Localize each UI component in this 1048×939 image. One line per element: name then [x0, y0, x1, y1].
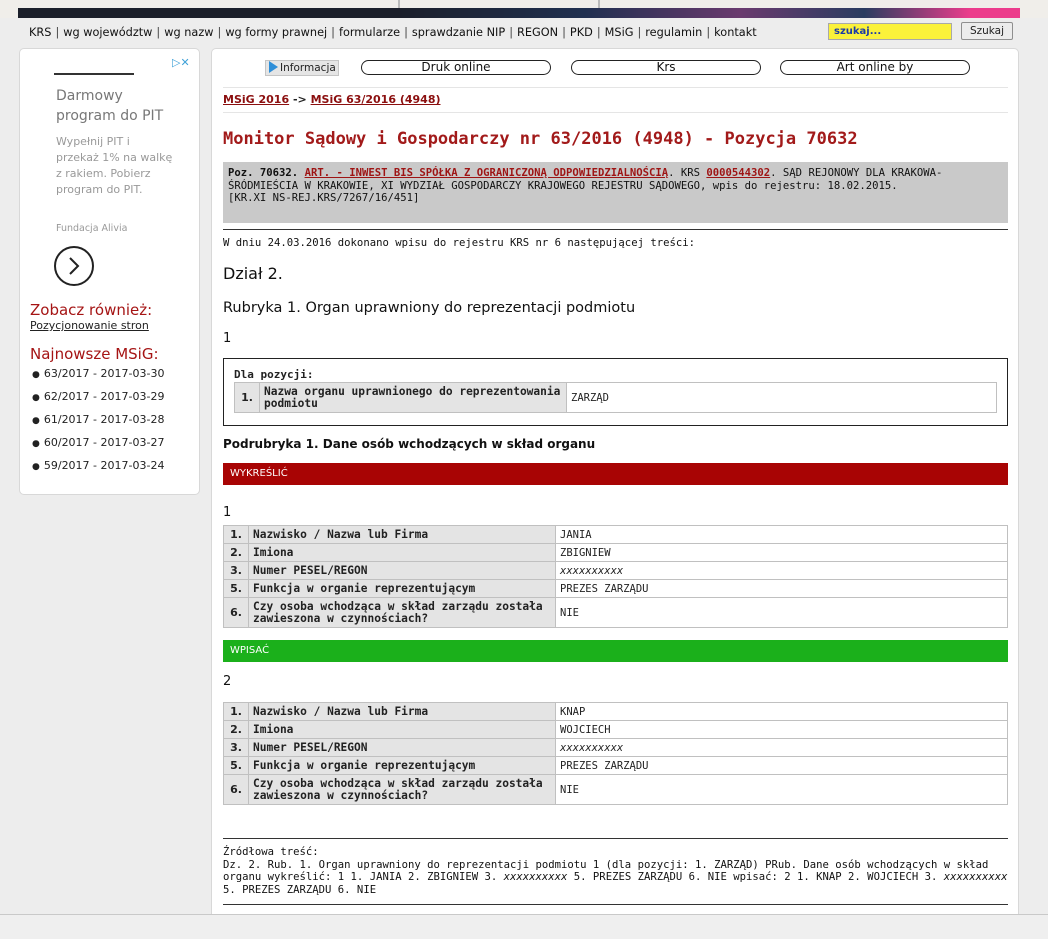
row-number: 2.: [224, 544, 249, 562]
latest-item[interactable]: [32, 459, 164, 482]
latest-item-label[interactable]: 59/2017 - 2017-03-24: [43, 459, 165, 472]
nav-link-sprawdzanie-nip[interactable]: sprawdzanie NIP: [411, 26, 506, 39]
nav-separator: |: [55, 26, 60, 39]
latest-item[interactable]: [32, 367, 164, 390]
divider: [223, 838, 1008, 839]
row-value: NIE: [556, 598, 1008, 628]
row-value: xxxxxxxxxx: [556, 562, 1008, 580]
wykreslic-bar: WYKREŚLIĆ: [223, 463, 1008, 485]
search-button[interactable]: Szukaj: [961, 22, 1013, 40]
wpisac-table: [223, 702, 1008, 805]
intro-text: W dniu 24.03.2016 dokonano wpisu do rejestru KRS nr 6 następującej treści:: [223, 237, 695, 249]
table-row: [224, 598, 1008, 628]
nav-link-regon[interactable]: REGON: [517, 26, 559, 39]
nav-separator: |: [331, 26, 335, 39]
source-part: Dz. 2. Rub. 1. Organ uprawniony do reprezentacji podmiotu 1 (dla pozycji: 1. ZARZĄD) PRub. Dane osób wchodzących w skład organu wykreślić: 1 1. JANIA 2. ZBIGNIEW 3.: [223, 858, 989, 883]
row-key: Nazwisko / Nazwa lub Firma: [249, 526, 556, 544]
row-key: Nazwisko / Nazwa lub Firma: [249, 703, 556, 721]
nav-separator: |: [562, 26, 566, 39]
row-key: Numer PESEL/REGON: [249, 562, 556, 580]
krs-label: . KRS: [668, 167, 707, 179]
table-row: [224, 526, 1008, 544]
row-key: Numer PESEL/REGON: [249, 739, 556, 757]
see-also-link[interactable]: Pozycjonowanie stron: [30, 319, 149, 332]
latest-item[interactable]: [32, 436, 164, 459]
nav-link-pkd[interactable]: PKD: [569, 26, 593, 39]
source-part: 5. PREZES ZARZĄDU 6. NIE wpisać: 2 1. KNAP 2. WOJCIECH 3.: [567, 871, 944, 883]
tab-art-online[interactable]: Art online by: [780, 60, 970, 75]
row-value: KNAP: [556, 703, 1008, 721]
banner-tick: [398, 0, 400, 8]
nav-separator: |: [706, 26, 711, 39]
latest-item[interactable]: [32, 413, 164, 436]
top-navbar: [18, 20, 1020, 44]
entry-number: 1: [223, 505, 232, 520]
source-part: 5. PREZES ZARZĄDU 6. NIE: [223, 883, 377, 896]
entry-ref: [KR.XI NS-REJ.KRS/7267/16/451]: [228, 192, 420, 205]
info-label: Informacja: [280, 62, 336, 74]
row-value: ZARZĄD: [567, 383, 997, 413]
row-number: 1.: [235, 383, 260, 413]
rubric-number: 1: [223, 331, 232, 346]
dla-pozycji-label: Dla pozycji:: [234, 368, 314, 381]
row-key: Czy osoba wchodząca w skład zarządu została zawieszona w czynnościach?: [249, 598, 556, 628]
latest-item[interactable]: [32, 390, 164, 413]
tab-druk-online[interactable]: Druk online: [361, 60, 551, 75]
nav-link-wg-nazw[interactable]: wg nazw: [164, 26, 214, 39]
row-number: 1.: [224, 703, 249, 721]
banner-dark: [18, 8, 398, 18]
court-text: . SĄD REJONOWY DLA KRAKOWA-ŚRÓDMIEŚCIA W KRAKOWIE, XI WYDZIAŁ GOSPODARCZY KRAJOWEGO REJESTRU SĄDOWEGO, wpis do rejestru: 18.02.2015.: [228, 167, 943, 192]
source-heading: Źródłowa treść:: [223, 846, 319, 858]
nav-link-msig[interactable]: MSiG: [604, 26, 634, 39]
table-row: [235, 383, 997, 413]
row-value: WOJCIECH: [556, 721, 1008, 739]
nav-link-wg-formy-prawnej[interactable]: wg formy prawnej: [225, 26, 328, 39]
bullet-icon: ●: [32, 393, 40, 403]
table-row: [224, 580, 1008, 598]
source-masked: xxxxxxxxxx: [943, 871, 1008, 883]
nav-link-krs[interactable]: KRS: [29, 26, 52, 39]
nav-separator: |: [596, 26, 601, 39]
wpisac-bar: WPISAĆ: [223, 640, 1008, 662]
row-number: 6.: [224, 598, 249, 628]
chevron-right-icon: [67, 257, 81, 275]
latest-heading: Najnowsze MSiG:: [30, 345, 159, 363]
ad-arrow-button[interactable]: [54, 246, 94, 286]
page-title: Monitor Sądowy i Gospodarczy nr 63/2016 (4948) - Pozycja 70632: [223, 129, 858, 149]
nav-links: [29, 26, 757, 39]
ad-sponsor: Fundacja Alivia: [56, 223, 128, 234]
row-number: 5.: [224, 580, 249, 598]
table-row: [224, 775, 1008, 805]
banner-gradient: [398, 8, 1020, 18]
latest-item-label[interactable]: 61/2017 - 2017-03-28: [43, 413, 165, 426]
browser-bottom-bar: [0, 914, 1048, 939]
sidebar: [19, 48, 200, 495]
row-key: Imiona: [249, 721, 556, 739]
source-masked: xxxxxxxxxx: [503, 871, 568, 883]
see-also-heading: Zobacz również:: [30, 301, 153, 319]
latest-list: [32, 367, 164, 482]
row-value: JANIA: [556, 526, 1008, 544]
row-number: 6.: [224, 775, 249, 805]
divider: [223, 229, 1008, 230]
divider: [223, 904, 1008, 905]
bullet-icon: ●: [32, 370, 40, 380]
row-number: 3.: [224, 562, 249, 580]
table-row: [224, 544, 1008, 562]
entry-number: 2: [223, 674, 232, 689]
latest-item-label[interactable]: 63/2017 - 2017-03-30: [43, 367, 165, 380]
bullet-icon: ●: [32, 462, 40, 472]
banner-tick: [598, 0, 600, 8]
nav-separator: |: [404, 26, 408, 39]
divider: [223, 112, 1008, 113]
ad-banner[interactable]: [54, 53, 194, 293]
breadcrumb-separator: ->: [289, 93, 311, 106]
row-key: Imiona: [249, 544, 556, 562]
nav-separator: |: [509, 26, 514, 39]
entry-header-box: [223, 162, 1008, 223]
row-key: Nazwa organu uprawnionego do reprezentowania podmiotu: [260, 383, 567, 413]
row-key: Funkcja w organie reprezentującym: [249, 580, 556, 598]
main-content: [211, 48, 1019, 938]
ad-divider: [54, 73, 134, 75]
row-key: Funkcja w organie reprezentującym: [249, 757, 556, 775]
play-icon: [269, 61, 278, 73]
ad-choices-icon[interactable]: ▷✕: [172, 56, 190, 69]
subrubric-heading: Podrubryka 1. Dane osób wchodzących w skład organu: [223, 437, 596, 451]
latest-item-label[interactable]: 60/2017 - 2017-03-27: [43, 436, 165, 449]
nav-separator: |: [156, 26, 161, 39]
bullet-icon: ●: [32, 416, 40, 426]
row-value: xxxxxxxxxx: [556, 739, 1008, 757]
nav-link-wg-wojewodztw[interactable]: wg województw: [63, 26, 153, 39]
breadcrumb-msig-2016[interactable]: MSiG 2016: [223, 93, 290, 106]
latest-item-label[interactable]: 62/2017 - 2017-03-29: [43, 390, 165, 403]
table-row: [224, 721, 1008, 739]
row-key: Czy osoba wchodząca w skład zarządu została zawieszona w czynnościach?: [249, 775, 556, 805]
table-row: [224, 703, 1008, 721]
row-value: PREZES ZARZĄDU: [556, 757, 1008, 775]
wykreslic-table: [223, 525, 1008, 628]
table-row: [224, 562, 1008, 580]
breadcrumb-msig-63[interactable]: MSiG 63/2016 (4948): [310, 93, 441, 106]
browser-top-strip: [0, 0, 1048, 18]
divider: [223, 87, 1008, 88]
bullet-icon: ●: [32, 439, 40, 449]
nav-link-formularze[interactable]: formularze: [338, 26, 401, 39]
nav-separator: |: [637, 26, 642, 39]
section-heading: Dział 2.: [223, 264, 283, 283]
table-row: [224, 739, 1008, 757]
nav-separator: |: [217, 26, 222, 39]
info-badge[interactable]: [265, 60, 339, 76]
dla-pozycji-table: [234, 382, 997, 413]
krs-number-link[interactable]: 0000544302: [706, 167, 771, 179]
row-number: 1.: [224, 526, 249, 544]
row-number: 2.: [224, 721, 249, 739]
ad-text: Wypełnij PIT i przekaż 1% na walkę z rakiem. Pobierz program do PIT.: [56, 135, 173, 196]
company-link[interactable]: ART. - INWEST BIS SPÓŁKA Z OGRANICZONĄ ODPOWIEDZIALNOŚCIĄ: [304, 167, 669, 179]
entry-poz: Poz. 70632.: [228, 167, 299, 179]
row-number: 3.: [224, 739, 249, 757]
rubric-heading: Rubryka 1. Organ uprawniony do reprezentacji podmiotu: [223, 300, 636, 316]
row-value: NIE: [556, 775, 1008, 805]
nav-link-regulamin[interactable]: regulamin: [645, 26, 703, 39]
tab-krs[interactable]: Krs: [571, 60, 761, 75]
row-value: ZBIGNIEW: [556, 544, 1008, 562]
table-row: [224, 757, 1008, 775]
row-value: PREZES ZARZĄDU: [556, 580, 1008, 598]
search-input[interactable]: [828, 23, 952, 40]
nav-link-kontakt[interactable]: kontakt: [714, 26, 757, 39]
dla-pozycji-box: [223, 358, 1008, 426]
ad-title[interactable]: Darmowy program do PIT: [56, 88, 164, 124]
source-text: [223, 846, 1008, 896]
row-number: 5.: [224, 757, 249, 775]
breadcrumb: [223, 93, 441, 106]
